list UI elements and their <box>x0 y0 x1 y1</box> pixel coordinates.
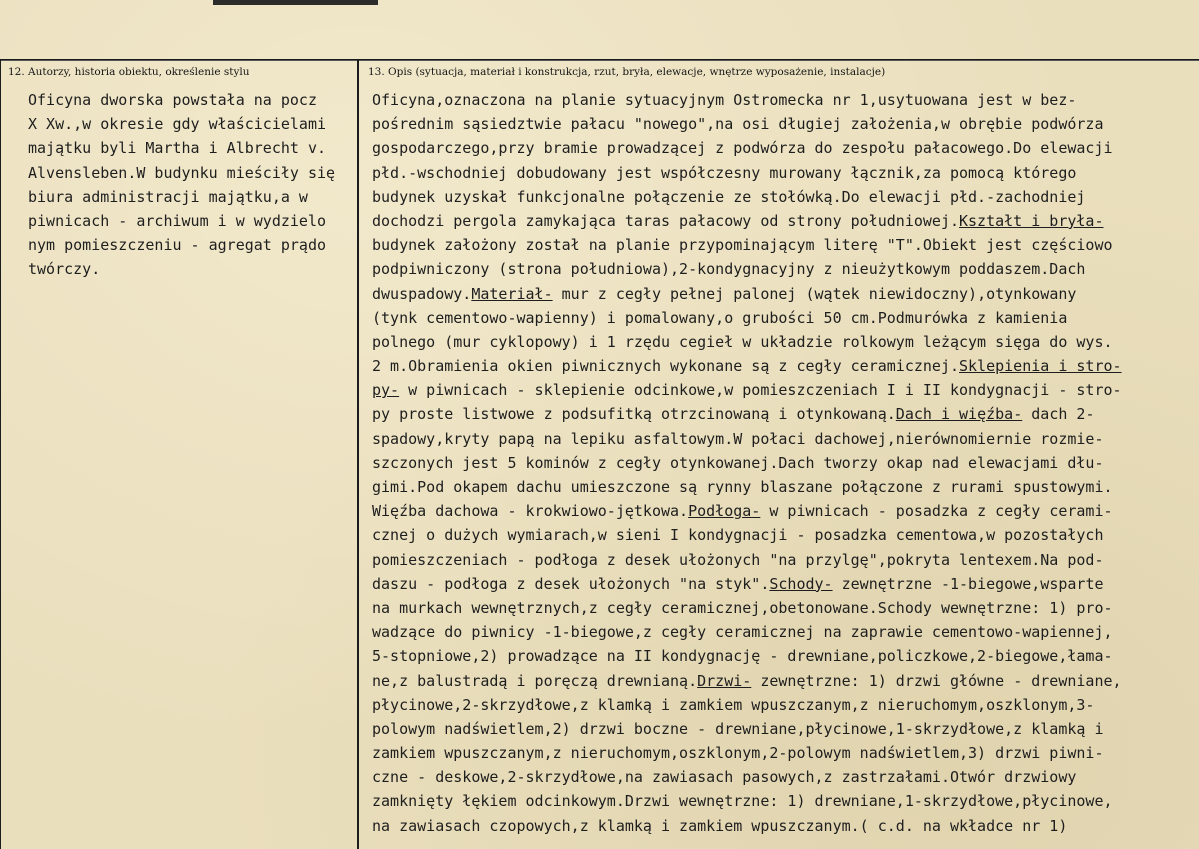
underlined-heading: py- <box>372 381 400 400</box>
text-line <box>372 354 1199 378</box>
text-run: majątku byli Martha i Albrecht v. <box>28 139 327 158</box>
top-edge-rule <box>213 0 378 5</box>
text-line <box>28 233 356 257</box>
underlined-heading: Schody- <box>769 574 833 593</box>
text-run: Więźba dachowa - krokwiowo-jętkowa. <box>372 502 689 521</box>
text-run: w piwnicach - sklepienie odcinkowe,w pomieszczeniach I i II kondygnacji - stro- <box>399 381 1122 400</box>
text-run: piwnicach - archiwum i w wydzielo <box>28 211 327 230</box>
text-run: gospodarczego,przy bramie prowadzącej z podwórza do zespołu pałacowego.Do elewacji <box>372 139 1113 158</box>
text-run: gimi.Pod okapem dachu umieszczone są rynny blaszane połączone z rurami spustowymi. <box>372 478 1113 496</box>
text-line <box>372 451 1199 475</box>
text-run: pomieszczeniach - podłoga z desek ułożonych "na przylgę",pokryta lentexem.Na pod- <box>372 550 1104 569</box>
text-line <box>372 88 1199 112</box>
underlined-heading: Materiał- <box>471 284 553 303</box>
text-line <box>28 209 356 233</box>
text-run: twórczy. <box>28 260 101 279</box>
text-line <box>372 185 1199 209</box>
text-line <box>28 257 356 281</box>
text-line <box>372 306 1199 330</box>
text-run: X Xw.,w okresie gdy właścicielami <box>28 115 327 134</box>
underlined-heading: Kształt i bryła- <box>959 211 1104 230</box>
text-run: daszu - podłoga z desek ułożonych "na styk". <box>372 574 770 593</box>
text-line <box>372 523 1199 547</box>
text-line <box>28 136 356 160</box>
text-run: zewnętrzne: 1) drzwi główne - drewniane, <box>751 671 1122 690</box>
form-header-rule-shadow <box>0 60 1199 61</box>
text-run: 2 m.Obramienia okien piwnicznych wykonane są z cegły ceramicznej. <box>372 357 959 376</box>
text-line <box>372 572 1199 596</box>
text-run: nym pomieszczeniu - agregat prądo <box>28 236 327 255</box>
text-run: mur z cegły pełnej palonej (wątek niewidoczny),otynkowany <box>552 284 1077 303</box>
text-run: podpiwniczony (strona południowa),2-kondygnacyjny z nieużytkowym poddaszem.Dach <box>372 260 1086 279</box>
text-line <box>372 330 1199 354</box>
column-divider <box>357 60 359 849</box>
text-run: spadowy,kryty papą na lepiku asfaltowym.W połaci dachowej,nierównomiernie rozmie- <box>372 429 1104 448</box>
text-line <box>372 257 1199 281</box>
text-run: zamkiem wpuszczanym,z nieruchomym,oszklonym,2-polowym nadświetlem,3) drzwi piwni- <box>372 744 1104 763</box>
underlined-heading: Drzwi- <box>697 671 752 690</box>
text-line <box>372 765 1199 789</box>
text-run: na murkach wewnętrznych,z cegły ceramicznej,obetonowane.Schody wewnętrzne: 1) pro- <box>372 598 1113 617</box>
text-run: polowym nadświetlem,2) drzwi boczne - drewniane,płycinowe,1-skrzydłowe,z klamką i <box>372 719 1104 738</box>
text-run: płd.-wschodniej dobudowany jest współczesny murowany łącznik,za pomocą którego <box>372 163 1077 182</box>
text-line <box>372 620 1199 644</box>
underlined-heading: Dach i więźba- <box>895 405 1023 424</box>
text-run: polnego (mur cyklopowy) i 1 rzędu cegieł w układzie rolkowym leżącym sięga do wys. <box>372 332 1113 351</box>
text-run: dach 2- <box>1022 405 1095 424</box>
text-line <box>372 693 1199 717</box>
text-line <box>28 88 356 112</box>
text-line <box>372 161 1199 185</box>
text-line <box>372 789 1199 813</box>
text-run: zewnętrzne -1-biegowe,wsparte <box>832 574 1104 593</box>
text-run: czne - deskowe,2-skrzydłowe,na zawiasach pasowych,z zastrzałami.Otwór drzwiowy <box>372 768 1077 787</box>
text-line <box>372 233 1199 257</box>
text-run: (tynk cementowo-wapienny) i pomalowany,o grubości 50 cm.Podmurówka z kamienia <box>372 308 1068 327</box>
text-run: budynek uzyskał funkcjonalne połączenie ze stołówką.Do elewacji płd.-zachodniej <box>372 187 1086 206</box>
text-run: płycinowe,2-skrzydłowe,z klamką i zamkiem wpuszczanym,z nieruchomym,oszklonym,3- <box>372 695 1095 714</box>
text-run: na zawiasach czopowych,z klamką i zamkiem wpuszczanym.( c.d. na wkładce nr 1) <box>372 816 1068 835</box>
left-border <box>0 60 1 849</box>
text-line <box>372 596 1199 620</box>
text-line <box>372 209 1199 233</box>
text-line <box>28 112 356 136</box>
text-line <box>372 499 1199 523</box>
underlined-heading: Podłoga- <box>688 502 761 521</box>
section-12-typed-text <box>28 88 356 282</box>
text-run: w piwnicach - posadzka z cegły cerami- <box>760 502 1113 521</box>
text-run: 5-stopniowe,2) prowadzące na II kondygnację - drewniane,policzkowe,2-biegowe,łama- <box>372 647 1113 666</box>
text-run: cznej o dużych wymiarach,w sieni I kondygnacji - posadzka cementowa,w pozostałych <box>372 526 1104 545</box>
text-line <box>372 741 1199 765</box>
text-line <box>372 814 1199 838</box>
text-run: Oficyna dworska powstała na pocz <box>28 91 317 109</box>
text-run: biura administracji majątku,a w <box>28 187 308 206</box>
section-13-header: 13. Opis (sytuacja, materiał i konstrukcja, rzut, bryła, elewacje, wnętrze wyposażenie, instalacje) <box>368 66 886 78</box>
text-run: py proste listwowe z podsufitką otrzcinowaną i otynkowaną. <box>372 405 896 424</box>
section-12-header: 12. Autorzy, historia obiektu, określenie stylu <box>8 66 250 78</box>
text-run: budynek założony został na planie przypominającym literę "T".Obiekt jest częściowo <box>372 236 1113 255</box>
section-13-typed-text <box>372 88 1199 838</box>
text-line <box>372 112 1199 136</box>
text-line <box>372 717 1199 741</box>
text-line <box>372 669 1199 693</box>
text-run: Oficyna,oznaczona na planie sytuacyjnym Ostromecka nr 1,usytuowana jest w bez- <box>372 91 1077 109</box>
text-run: ne,z balustradą i poręczą drewnianą. <box>372 671 698 690</box>
text-line <box>372 644 1199 668</box>
text-run: pośrednim sąsiedztwie pałacu "nowego",na osi długiej założenia,w obrębie podwórza <box>372 115 1104 134</box>
text-run: szczonych jest 5 kominów z cegły otynkowanej.Dach tworzy okap nad elewacjami dłu- <box>372 453 1104 472</box>
text-line <box>28 161 356 185</box>
text-run: Alvensleben.W budynku mieściły się <box>28 163 336 182</box>
text-line <box>372 427 1199 451</box>
text-line <box>372 402 1199 426</box>
text-line <box>372 548 1199 572</box>
text-line <box>372 378 1199 402</box>
text-line <box>372 475 1199 499</box>
underlined-heading: Sklepienia i stro- <box>959 357 1122 376</box>
text-run: dwuspadowy. <box>372 284 472 303</box>
text-run: wadzące do piwnicy -1-biegowe,z cegły ceramicznej na zaprawie cementowo-wapiennej, <box>372 623 1113 642</box>
text-run: zamknięty łękiem odcinkowym.Drzwi wewnętrzne: 1) drewniane,1-skrzydłowe,płycinowe, <box>372 792 1113 811</box>
text-line <box>28 185 356 209</box>
text-line <box>372 136 1199 160</box>
text-run: dochodzi pergola zamykająca taras pałacowy od strony południowej. <box>372 211 959 230</box>
text-line <box>372 282 1199 306</box>
